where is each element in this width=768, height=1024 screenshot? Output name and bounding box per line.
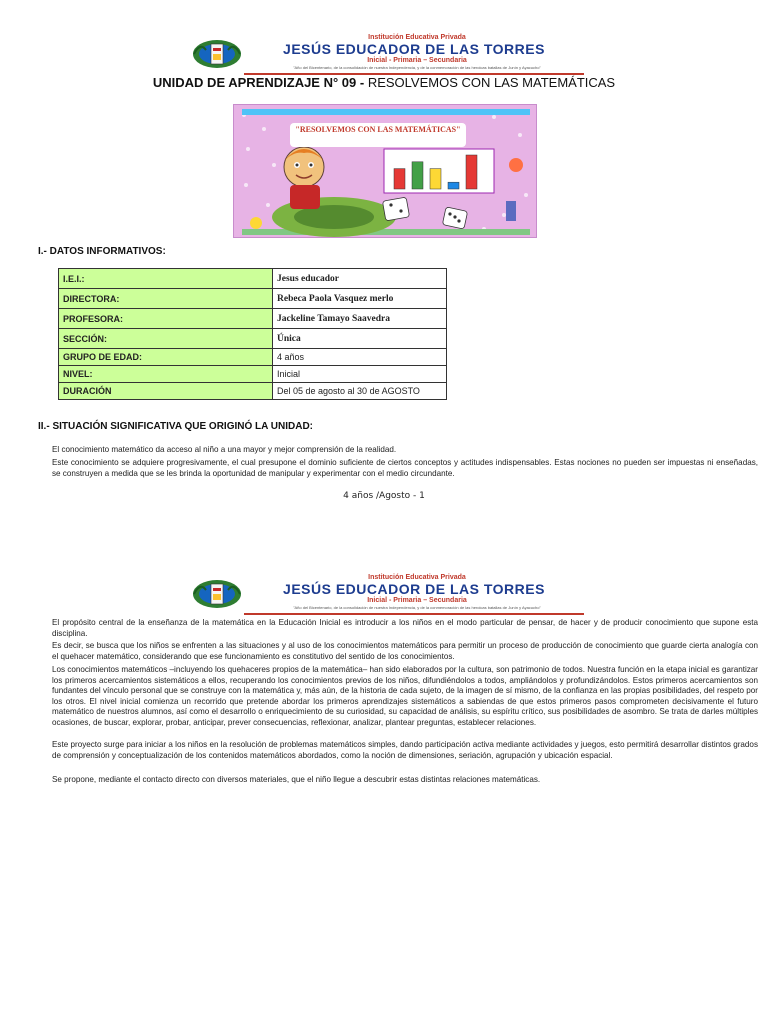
- cover-illustration: [233, 104, 537, 238]
- cover-chart-bar: [394, 169, 405, 189]
- row-value-seccion: Única: [273, 329, 447, 349]
- header-motto: "Año del Bicentenario, de la consolidación de nuestra Independencia, y de la conmemoración de las heroicas batallas de Junín y Ayacucho": [293, 605, 541, 610]
- table-row: [59, 349, 447, 366]
- page-2-paragraph-2: Es decir, se busca que los niños se enfrenten a las situaciones y al uso de los conocimientos matemáticos para permitir un proceso de producción de conocimiento que guarde cierta analogía con el quehacer matemático, considerando que ese funcionamiento es constitutivo del sentido de los conocimientos.: [52, 641, 758, 661]
- row-value-profesora: Jackeline Tamayo Saavedra: [273, 309, 447, 329]
- page-footer: 4 años /Agosto - 1: [343, 491, 425, 501]
- header-institution-type: Institución Educativa Privada: [368, 34, 466, 41]
- row-value-duracion: Del 05 de agosto al 30 de AGOSTO: [273, 383, 447, 400]
- header-divider: [244, 613, 584, 615]
- row-value-directora: Rebeca Paola Vasquez merlo: [273, 289, 447, 309]
- header-motto: "Año del Bicentenario, de la consolidación de nuestra Independencia, y de la conmemoración de las heroicas batallas de Junín y Ayacucho": [293, 65, 541, 70]
- row-label-directora: DIRECTORA:: [59, 289, 273, 309]
- cover-chart-bar: [430, 169, 441, 189]
- header-levels: Inicial - Primaria – Secundaria: [367, 57, 467, 64]
- school-header: [192, 574, 582, 616]
- school-crest-logo: [192, 576, 242, 612]
- row-label-nivel: NIVEL:: [59, 366, 273, 383]
- cover-chart-bar: [412, 162, 423, 189]
- datos-informativos-table: [58, 268, 447, 400]
- page-2-paragraph-1: El propósito central de la enseñanza de la matemática en la Educación Inicial es introducir a los niños en el modo particular de pensar, de hacer y de producir conocimiento que supone esta disciplina.: [52, 618, 758, 638]
- cover-chart-bar: [466, 155, 477, 189]
- unit-title-rest: RESOLVEMOS CON LAS MATEMÁTICAS: [364, 75, 616, 90]
- row-label-profesora: PROFESORA:: [59, 309, 273, 329]
- row-label-grupo-edad: GRUPO DE EDAD:: [59, 349, 273, 366]
- header-institution-type: Institución Educativa Privada: [368, 574, 466, 581]
- table-row: [59, 289, 447, 309]
- row-value-grupo-edad: 4 años: [273, 349, 447, 366]
- section-2-heading: II.- SITUACIÓN SIGNIFICATIVA QUE ORIGINÓ LA UNIDAD:: [38, 421, 313, 432]
- table-row: [59, 329, 447, 349]
- header-school-name: JESÚS EDUCADOR DE LAS TORRES: [283, 581, 545, 597]
- row-label-seccion: SECCIÓN:: [59, 329, 273, 349]
- header-levels: Inicial - Primaria – Secundaria: [367, 597, 467, 604]
- table-row: [59, 309, 447, 329]
- row-value-iei: Jesus educador: [273, 269, 447, 289]
- page-2-paragraph-5: Se propone, mediante el contacto directo con diversos materiales, que el niño llegue a descubrir estas distintas relaciones matemáticas.: [52, 775, 541, 784]
- section-1-heading: I.- DATOS INFORMATIVOS:: [38, 246, 166, 257]
- section-2-paragraph-1: El conocimiento matemático da acceso al niño a una mayor y mejor comprensión de la realidad.: [52, 445, 397, 454]
- cover-chart-bar: [448, 182, 459, 189]
- cover-banner: "RESOLVEMOS CON LAS MATEMÁTICAS": [290, 123, 466, 147]
- row-label-iei: I.E.I.:: [59, 269, 273, 289]
- header-school-name: JESÚS EDUCADOR DE LAS TORRES: [283, 41, 545, 57]
- unit-title: [0, 75, 768, 90]
- unit-title-bold: UNIDAD DE APRENDIZAJE N° 09 -: [152, 75, 365, 90]
- document-page-2: [0, 560, 768, 1024]
- page-separator: [0, 520, 768, 560]
- page-2-paragraph-4: Este proyecto surge para iniciar a los niños en la resolución de problemas matemáticos simples, dando participación activa mediante actividades y juegos, esto permitirá desarrollar distintos grados de comprensión y conceptualización de los contenidos matemáticos abordados, como la noción de dimensiones, seriación, agrupación y ubicación espacial.: [52, 740, 758, 760]
- page-2-paragraph-3: Los conocimientos matemáticos –incluyendo los quehaceres propios de la matemática– han sido elaborados por la cultura, son patrimonio de todos. Nuestra función en la etapa inicial es garantizar los primeros acercamientos sistemáticos a ellos, recuperando los conocimientos previos de los niños, difundiéndolos a todos, ampliándolos y profundizándolos. Estos primeros acercamientos son fundantes del vínculo personal que se construye con la matemática y, más aún, de la historia de cada sujeto, de la imagen de sí mismo, de la confianza en las propias posibilidades, del respeto por los otros. El nivel inicial comienza un recorrido que pretende abordar los primeros aprendizajes sistemáticos a sabiendas de que estos primeros pasos comprometen decisivamente el futuro matemático de nuestros alumnos, así como el desarrollo o enriquecimiento de su curiosidad, su capacidad de análisis, su espíritu crítico, sus posibilidades de asombro. Se trata de darles múltiples ocasiones, de buscar, explorar, probar, anticipar, prever consecuencias, reflexionar, analizar, plantear preguntas, establecer relaciones.: [52, 665, 758, 727]
- section-2-paragraph-2: Este conocimiento se adquiere progresivamente, el cual presupone el dominio suficiente de ciertos conceptos y actitudes indispensables. Estas nociones no pueden ser impuestas ni enseñadas, se construyen a medida que se les brinda la oportunidad de manipular y experimentar con el medio circundante.: [52, 458, 758, 478]
- school-crest-logo: [192, 36, 242, 72]
- school-header: [192, 34, 582, 76]
- row-label-duracion: DURACIÓN: [59, 383, 273, 400]
- table-row: [59, 269, 447, 289]
- table-row: [59, 383, 447, 400]
- table-row: [59, 366, 447, 383]
- row-value-nivel: Inicial: [273, 366, 447, 383]
